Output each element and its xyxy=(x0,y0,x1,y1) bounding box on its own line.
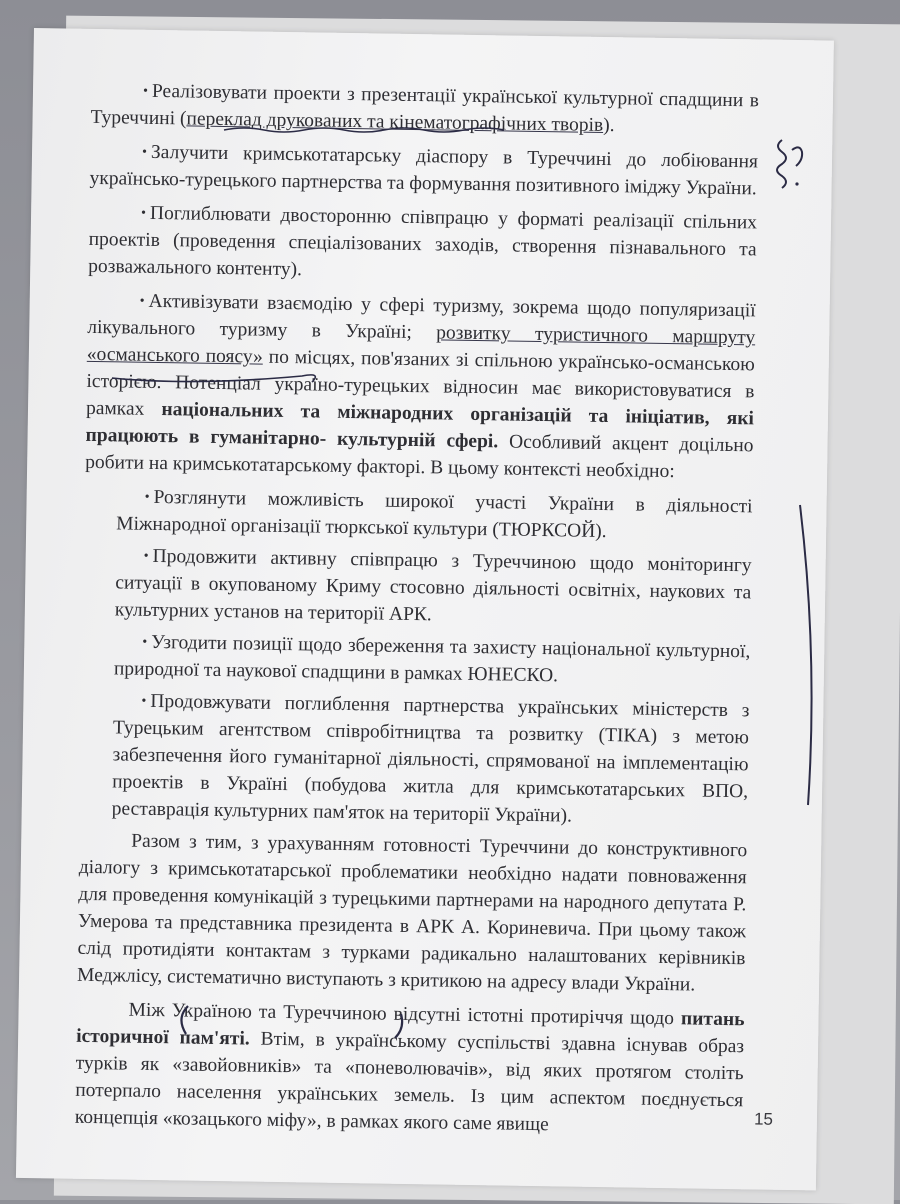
bullet-item-4-underlined: розвитку туристичного маршруту «османського поясу» xyxy=(86,322,756,368)
bullet-item-1-underlined: переклад друкованих та кінематографічних творів xyxy=(186,108,604,136)
bullet-icon: • xyxy=(141,693,147,709)
bullet-item-4-mid: по місцях, пов'язаних зі спільною українсько-османською історією. Потенціал україно-турецьких відносин має використовуватися в рамках xyxy=(85,346,755,421)
sub-bullet-item-2-text: Продовжити активну співпрацю з Туреччиною щодо моніторингу ситуації в окупованому Криму стосовно діяльності освітніх, наукових та культурних установ на території АРК. xyxy=(114,545,752,626)
paragraph-1-text: Разом з тим, з урахуванням готовності Туреччини до конструктивного діалогу з кримськотатарської проблематики необхідно надати повноваження для проведення комунікацій з турецькими партнерами на народного депутата Р. Умерова та представника президента в АРК А. Кориневича. При цьому також слід протидіяти контактам з турками радикально налаштованих керівників Меджлісу, систематично виступають з критикою на адресу влади України. xyxy=(76,830,748,996)
sub-bullet-item-3-text: Узгодити позиції щодо збереження та захисту національної культурної, природної та наукової спадщини в рамках ЮНЕСКО. xyxy=(113,631,751,687)
bullet-item-4-bold: національних та міжнародних організацій та ініціатив, які працюють в гуманітарно- культурній сфері. xyxy=(85,399,755,453)
bullet-icon: • xyxy=(140,205,147,221)
paragraph-2-start: Між Україною та Туреччиною відсутні істотні протиріччя щодо xyxy=(128,999,682,1030)
bullet-item-1-text: Реалізовувати проекти з презентації української культурної спадщини в Туреччині ( xyxy=(90,80,760,130)
bullet-icon: • xyxy=(139,293,145,309)
paragraph-2-bold: питань історичної пам'яті. xyxy=(76,1008,745,1050)
bullet-item-4-end: Особливий акцент доцільно робити на кримськотатарському факторі. В цьому контексті необхідно: xyxy=(85,431,754,483)
bullet-icon: • xyxy=(144,489,150,505)
sub-bullet-item-4 xyxy=(112,687,750,832)
bullet-item-4-start: Активізувати взаємодію у сфері туризму, зокрема щодо популяризації лікувального туризму в Україні; xyxy=(87,290,756,344)
bullet-item-1 xyxy=(90,77,759,141)
paragraph-2 xyxy=(75,996,745,1141)
bullet-icon: • xyxy=(143,548,149,564)
document-body xyxy=(75,77,760,1148)
sub-bullet-item-4-text: Продовжувати поглиблення партнерства українських міністерств з Турецьким агентством співробітництва та розвитку (ТІКА) з метою забезпечення його гуманітарної діяльності, спрямованої на імплементацію проектів в Україні (побудова житла для кримськотатарських ВПО, реставрація культурних пам'яток на території України). xyxy=(111,690,750,827)
sub-bullet-item-3 xyxy=(114,628,751,692)
bullet-item-2 xyxy=(89,138,758,202)
paragraph-2-end: Втім, в українському суспільстві здавна існував образ турків як «завойовників» та «поневолювачів», від яких протягом століть потерпало населення українських земель. Із цим аспектом поєднується концепція «козацького міфу», в рамках якого саме явище xyxy=(74,1028,745,1136)
bullet-item-3 xyxy=(88,199,757,290)
sub-bullet-item-1 xyxy=(116,483,753,547)
bullet-item-4 xyxy=(85,287,756,486)
bullet-item-2-text: Залучити кримськотатарську діаспору в Туреччині до лобіювання українсько-турецького партнерства та формування позитивного іміджу України. xyxy=(89,141,759,200)
bullet-item-3-text: Поглиблювати двосторонню співпрацю у форматі реалізації спільних проектів (проведення спеціалізованих заходів, створення пізнавального та розважального контенту). xyxy=(88,202,758,281)
sub-bullet-item-1-text: Розглянути можливість широкої участі України в діяльності Міжнародної організації тюркської культури (ТЮРКСОЙ). xyxy=(116,486,753,543)
document-page xyxy=(16,28,834,1190)
paragraph-1 xyxy=(77,827,747,999)
bullet-item-1-end: ). xyxy=(603,114,615,137)
bullet-icon: • xyxy=(142,83,149,99)
page-number: 15 xyxy=(753,1109,774,1129)
bullet-icon: • xyxy=(141,144,148,160)
sub-bullet-item-2 xyxy=(115,542,752,633)
bullet-icon: • xyxy=(142,634,148,650)
